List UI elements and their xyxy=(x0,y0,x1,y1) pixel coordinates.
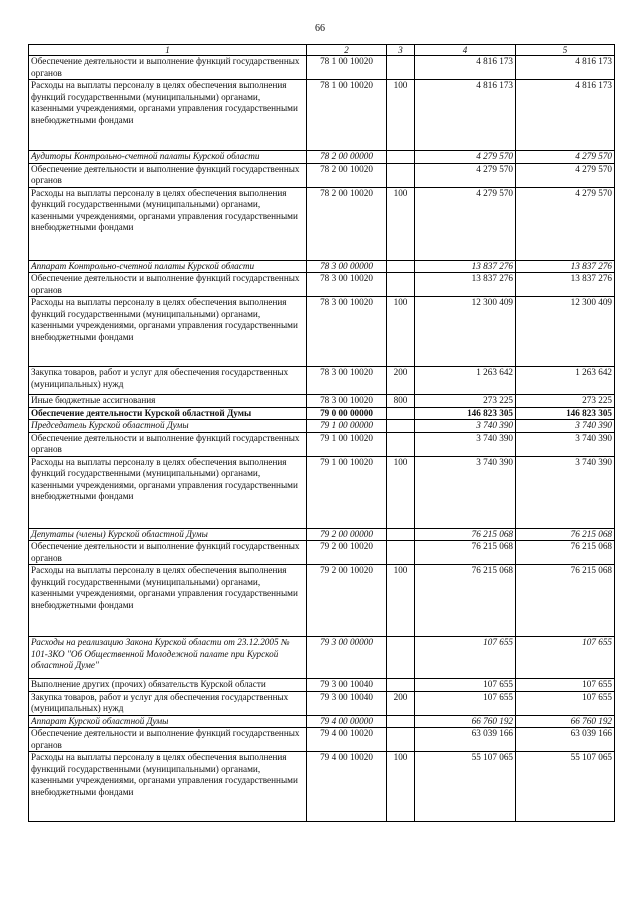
row-amount-col5-cell: 66 760 192 xyxy=(516,715,615,728)
row-code-cell: 78 3 00 10020 xyxy=(307,367,387,395)
row-code-cell: 79 0 00 00000 xyxy=(307,407,387,420)
table-row xyxy=(29,691,615,715)
row-expense-type-cell xyxy=(387,407,415,420)
row-amount-col5-cell: 76 215 068 xyxy=(516,528,615,541)
table-row xyxy=(29,80,615,151)
row-amount-col4-cell: 3 740 390 xyxy=(415,432,516,456)
row-code-cell: 79 2 00 10020 xyxy=(307,541,387,565)
row-name-cell: Иные бюджетные ассигнования xyxy=(29,395,307,408)
row-code-cell: 79 3 00 10040 xyxy=(307,679,387,692)
row-expense-type-cell xyxy=(387,273,415,297)
row-amount-col4-cell: 1 263 642 xyxy=(415,367,516,395)
row-amount-col5-cell: 55 107 065 xyxy=(516,752,615,822)
row-code-cell: 79 3 00 10040 xyxy=(307,691,387,715)
row-expense-type-cell: 100 xyxy=(387,565,415,637)
row-amount-col4-cell: 4 279 570 xyxy=(415,151,516,164)
header-col-2: 2 xyxy=(307,45,387,56)
row-amount-col4-cell: 12 300 409 xyxy=(415,297,516,367)
row-code-cell: 79 1 00 00000 xyxy=(307,420,387,433)
row-amount-col4-cell: 107 655 xyxy=(415,637,516,679)
row-expense-type-cell: 800 xyxy=(387,395,415,408)
row-name-cell: Депутаты (члены) Курской областной Думы xyxy=(29,528,307,541)
row-amount-col4-cell: 107 655 xyxy=(415,679,516,692)
table-row xyxy=(29,752,615,822)
table-row xyxy=(29,528,615,541)
row-name-cell: Обеспечение деятельности и выполнение функций государственных органов xyxy=(29,728,307,752)
header-col-4: 4 xyxy=(415,45,516,56)
row-expense-type-cell xyxy=(387,260,415,273)
table-row xyxy=(29,367,615,395)
row-code-cell: 79 4 00 10020 xyxy=(307,752,387,822)
header-col-3: 3 xyxy=(387,45,415,56)
row-name-cell: Расходы на выплаты персоналу в целях обеспечения выполнения функций государственными (муниципальными) органами, казенными учреждениями, органами управления государственными внебюджетными фондами xyxy=(29,456,307,528)
row-name-cell: Обеспечение деятельности и выполнение функций государственных органов xyxy=(29,273,307,297)
row-code-cell: 79 3 00 00000 xyxy=(307,637,387,679)
table-body xyxy=(29,56,615,822)
row-code-cell: 79 2 00 00000 xyxy=(307,528,387,541)
row-expense-type-cell: 200 xyxy=(387,691,415,715)
row-expense-type-cell xyxy=(387,151,415,164)
row-amount-col5-cell: 273 225 xyxy=(516,395,615,408)
row-amount-col5-cell: 107 655 xyxy=(516,679,615,692)
row-name-cell: Закупка товаров, работ и услуг для обеспечения государственных (муниципальных) нужд xyxy=(29,691,307,715)
row-expense-type-cell xyxy=(387,715,415,728)
table-row xyxy=(29,395,615,408)
row-name-cell: Обеспечение деятельности и выполнение функций государственных органов xyxy=(29,56,307,80)
row-amount-col4-cell: 13 837 276 xyxy=(415,273,516,297)
row-amount-col4-cell: 13 837 276 xyxy=(415,260,516,273)
row-amount-col5-cell: 4 816 173 xyxy=(516,80,615,151)
row-code-cell: 78 3 00 10020 xyxy=(307,395,387,408)
row-amount-col4-cell: 4 279 570 xyxy=(415,187,516,260)
row-code-cell: 79 4 00 00000 xyxy=(307,715,387,728)
header-col-5: 5 xyxy=(516,45,615,56)
row-code-cell: 78 1 00 10020 xyxy=(307,80,387,151)
row-amount-col5-cell: 4 279 570 xyxy=(516,151,615,164)
row-amount-col4-cell: 76 215 068 xyxy=(415,528,516,541)
row-amount-col5-cell: 4 816 173 xyxy=(516,56,615,80)
row-amount-col4-cell: 273 225 xyxy=(415,395,516,408)
row-name-cell: Обеспечение деятельности и выполнение функций государственных органов xyxy=(29,432,307,456)
row-amount-col4-cell: 4 279 570 xyxy=(415,163,516,187)
row-name-cell: Расходы на реализацию Закона Курской области от 23.12.2005 № 101-ЗКО "Об Общественной Молодежной палате при Курской областной Думе" xyxy=(29,637,307,679)
row-amount-col5-cell: 3 740 390 xyxy=(516,456,615,528)
row-amount-col5-cell: 146 823 305 xyxy=(516,407,615,420)
table-row xyxy=(29,273,615,297)
row-amount-col4-cell: 63 039 166 xyxy=(415,728,516,752)
row-name-cell: Расходы на выплаты персоналу в целях обеспечения выполнения функций государственными (муниципальными) органами, казенными учреждениями, органами управления государственными внебюджетными фондами xyxy=(29,565,307,637)
row-name-cell: Обеспечение деятельности и выполнение функций государственных органов xyxy=(29,163,307,187)
row-expense-type-cell xyxy=(387,728,415,752)
table-row xyxy=(29,637,615,679)
row-code-cell: 78 1 00 10020 xyxy=(307,56,387,80)
row-amount-col4-cell: 76 215 068 xyxy=(415,565,516,637)
row-name-cell: Председатель Курской областной Думы xyxy=(29,420,307,433)
budget-table xyxy=(28,44,615,822)
table-row xyxy=(29,541,615,565)
row-code-cell: 79 2 00 10020 xyxy=(307,565,387,637)
table-row xyxy=(29,565,615,637)
table-row xyxy=(29,163,615,187)
row-name-cell: Расходы на выплаты персоналу в целях обеспечения выполнения функций государственными (муниципальными) органами, казенными учреждениями, органами управления государственными внебюджетными фондами xyxy=(29,752,307,822)
row-amount-col5-cell: 107 655 xyxy=(516,637,615,679)
table-row xyxy=(29,187,615,260)
row-name-cell: Аудиторы Контрольно-счетной палаты Курской области xyxy=(29,151,307,164)
row-code-cell: 79 1 00 10020 xyxy=(307,432,387,456)
row-amount-col4-cell: 4 816 173 xyxy=(415,80,516,151)
row-name-cell: Аппарат Контрольно-счетной палаты Курской области xyxy=(29,260,307,273)
row-code-cell: 78 3 00 00000 xyxy=(307,260,387,273)
row-expense-type-cell xyxy=(387,637,415,679)
row-amount-col4-cell: 3 740 390 xyxy=(415,420,516,433)
row-code-cell: 78 3 00 10020 xyxy=(307,273,387,297)
row-amount-col4-cell: 146 823 305 xyxy=(415,407,516,420)
table-row xyxy=(29,56,615,80)
row-expense-type-cell: 100 xyxy=(387,456,415,528)
table-row xyxy=(29,260,615,273)
row-expense-type-cell: 100 xyxy=(387,752,415,822)
row-expense-type-cell: 200 xyxy=(387,367,415,395)
row-expense-type-cell: 100 xyxy=(387,187,415,260)
row-expense-type-cell xyxy=(387,163,415,187)
row-name-cell: Обеспечение деятельности и выполнение функций государственных органов xyxy=(29,541,307,565)
row-code-cell: 79 4 00 10020 xyxy=(307,728,387,752)
row-name-cell: Закупка товаров, работ и услуг для обеспечения государственных (муниципальных) нужд xyxy=(29,367,307,395)
row-expense-type-cell xyxy=(387,679,415,692)
table-row xyxy=(29,407,615,420)
table-header-row xyxy=(29,45,615,56)
row-amount-col5-cell: 4 279 570 xyxy=(516,163,615,187)
row-expense-type-cell: 100 xyxy=(387,297,415,367)
row-expense-type-cell: 100 xyxy=(387,80,415,151)
row-amount-col4-cell: 4 816 173 xyxy=(415,56,516,80)
row-amount-col5-cell: 3 740 390 xyxy=(516,432,615,456)
table-row xyxy=(29,420,615,433)
row-amount-col4-cell: 66 760 192 xyxy=(415,715,516,728)
table-row xyxy=(29,151,615,164)
row-amount-col5-cell: 12 300 409 xyxy=(516,297,615,367)
row-amount-col5-cell: 63 039 166 xyxy=(516,728,615,752)
row-amount-col5-cell: 4 279 570 xyxy=(516,187,615,260)
table-row xyxy=(29,297,615,367)
table-row xyxy=(29,456,615,528)
row-expense-type-cell xyxy=(387,56,415,80)
table-row xyxy=(29,728,615,752)
row-name-cell: Расходы на выплаты персоналу в целях обеспечения выполнения функций государственными (муниципальными) органами, казенными учреждениями, органами управления государственными внебюджетными фондами xyxy=(29,80,307,151)
row-amount-col5-cell: 13 837 276 xyxy=(516,260,615,273)
row-name-cell: Расходы на выплаты персоналу в целях обеспечения выполнения функций государственными (муниципальными) органами, казенными учреждениями, органами управления государственными внебюджетными фондами xyxy=(29,297,307,367)
row-expense-type-cell xyxy=(387,420,415,433)
row-name-cell: Выполнение других (прочих) обязательств Курской области xyxy=(29,679,307,692)
row-amount-col5-cell: 1 263 642 xyxy=(516,367,615,395)
row-name-cell: Аппарат Курской областной Думы xyxy=(29,715,307,728)
row-amount-col5-cell: 3 740 390 xyxy=(516,420,615,433)
row-amount-col5-cell: 107 655 xyxy=(516,691,615,715)
row-amount-col4-cell: 3 740 390 xyxy=(415,456,516,528)
header-col-1: 1 xyxy=(29,45,307,56)
row-amount-col4-cell: 55 107 065 xyxy=(415,752,516,822)
row-amount-col5-cell: 76 215 068 xyxy=(516,565,615,637)
row-code-cell: 79 1 00 10020 xyxy=(307,456,387,528)
row-code-cell: 78 3 00 10020 xyxy=(307,297,387,367)
row-expense-type-cell xyxy=(387,432,415,456)
row-code-cell: 78 2 00 10020 xyxy=(307,163,387,187)
row-amount-col4-cell: 76 215 068 xyxy=(415,541,516,565)
row-expense-type-cell xyxy=(387,528,415,541)
page-number: 66 xyxy=(315,23,325,34)
row-name-cell: Обеспечение деятельности Курской областной Думы xyxy=(29,407,307,420)
row-amount-col5-cell: 13 837 276 xyxy=(516,273,615,297)
row-code-cell: 78 2 00 10020 xyxy=(307,187,387,260)
row-expense-type-cell xyxy=(387,541,415,565)
row-amount-col4-cell: 107 655 xyxy=(415,691,516,715)
row-amount-col5-cell: 76 215 068 xyxy=(516,541,615,565)
row-code-cell: 78 2 00 00000 xyxy=(307,151,387,164)
table-row xyxy=(29,715,615,728)
table-row xyxy=(29,432,615,456)
row-name-cell: Расходы на выплаты персоналу в целях обеспечения выполнения функций государственными (муниципальными) органами, казенными учреждениями, органами управления государственными внебюджетными фондами xyxy=(29,187,307,260)
table-row xyxy=(29,679,615,692)
